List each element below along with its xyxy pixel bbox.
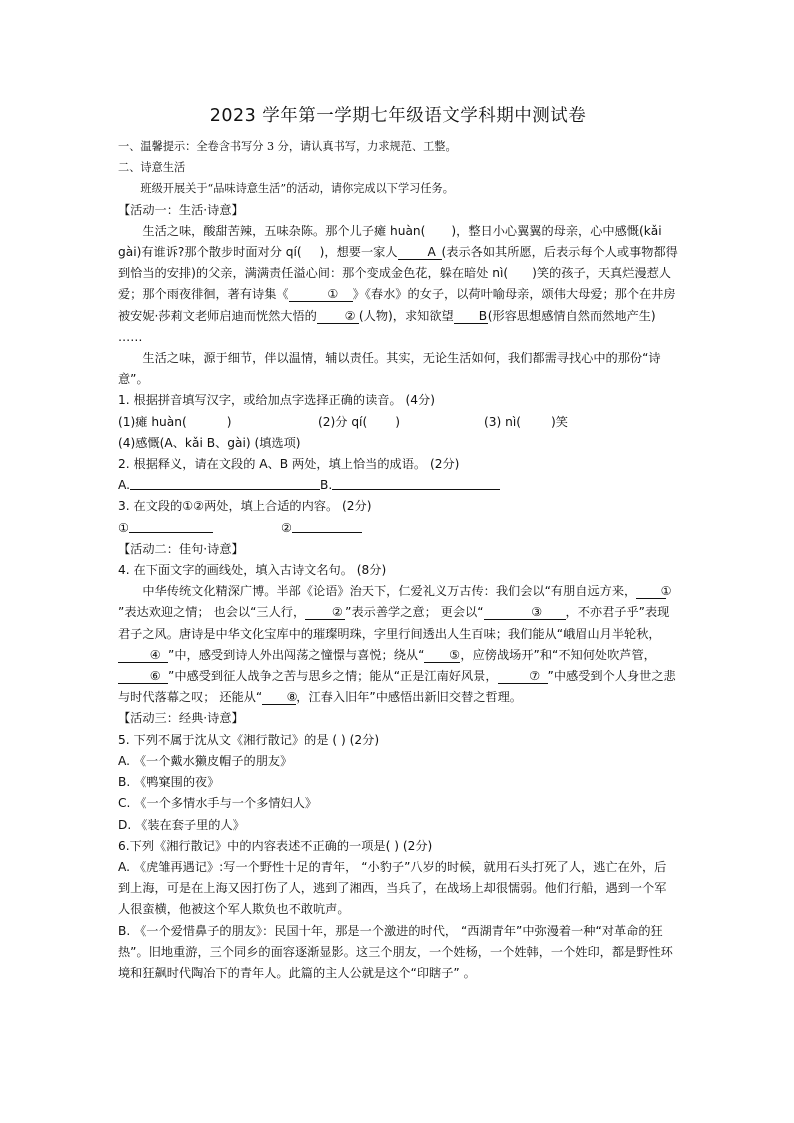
question-1-items: (1)瘫 huàn( ) (2)分 qí( ) (3) nì( )笑 bbox=[118, 414, 568, 429]
question-4-stem: 4. 在下面文字的画线处，填入古诗文名句。 (8分) bbox=[118, 563, 387, 578]
activity-heading: 【活动二：佳句·诗意】 bbox=[118, 541, 244, 556]
blank-1[interactable]: ① bbox=[289, 287, 353, 302]
question-6-option-a[interactable]: A. 《虎雏再遇记》:写一个野性十足的青年， “小豹子”八岁的时候，就用石头打死了人，逃亡在外，后到上海，可是在上海又因打伤了人，逃到了湘西，当兵了，在战场上却很懦弱。他们行船，遇到一个军人很蛮横，他被这个军人欺负也不敢吭声。 bbox=[118, 859, 667, 917]
blank-b[interactable]: B bbox=[454, 309, 488, 324]
activity-heading: 【活动一：生活·诗意】 bbox=[118, 202, 244, 217]
activity2-passage: 中华传统文化精深广博。半部《论语》治天下，仁爱礼义万古传：我们会以“有朋自远方来， ①”表达欢迎之情； 也会以“三人行， ② ”表示善学之意； 更会以“ ③ ，不亦君子乎”表现君子之风。唐诗是中华文化宝库中的璀璨明珠，字里行间透出人生百味；我们能从“峨眉山月半轮秋，④ ”中，感受到诗人外出闯荡之憧憬与喜悦；绕从“ ⑤，应傍战场开”和“不知何处吹芦管，⑥ ”中感受到征人战争之苦与思乡之情；能从“正是江南好风景， ⑦ ”中感受到个人身世之悲与时代落幕之叹； 还能从“ ⑧，江春入旧年”中感悟出新旧交替之哲理。 bbox=[118, 584, 676, 705]
blank-4-4[interactable]: ④ bbox=[118, 648, 168, 663]
question-5-option-b[interactable]: B. 《鸭窠围的夜》 bbox=[118, 775, 220, 790]
blank-4-2[interactable]: ② bbox=[305, 605, 345, 620]
question-2-stem: 2. 根据释义，请在文段的 A、B 两处，填上恰当的成语。 (2分) bbox=[118, 457, 460, 472]
activity1-passage: 生活之味，酸甜苦辣，五味杂陈。那个儿子瘫 huàn( )，整日小心翼翼的母亲，心中感慨(kǎi gài)有谁诉?那个散步时面对分 qí( )，想要一家人 A (表示各如其所愿，后表示每个人或事物都得到恰当的安排)的父亲，满满责任溢心间：那个变成金色花，躲在暗处 nì( )笑的孩子，天真烂漫惹人爱；那个雨夜徘徊，著有诗集《 ① 》《春水》的女子，以荷叶喻母亲，颂伟大母爱；那个在井房被安妮·莎莉文老师启迪而恍然大悟的 ② (人物)，求知欲望 B(形容思想感情自然而然地产生) …… bbox=[118, 223, 678, 344]
question-5-option-d[interactable]: D. 《装在套子里的人》 bbox=[118, 817, 245, 832]
blank-a[interactable]: A bbox=[398, 245, 442, 260]
section-heading: 二、诗意生活 bbox=[118, 161, 186, 175]
question-3-stem: 3. 在文段的①②两处，填上合适的内容。 (2分) bbox=[118, 499, 372, 514]
question-6-option-b[interactable]: B. 《一个爱惜鼻子的朋友》：民国十年，那是一个激进的时代， “西湖青年”中弥漫着一种“对革命的狂热”。旧地重游，三个同乡的面容逐渐显影。这三个朋友，一个姓杨，一个姓韩，一个姓印，都是野性环境和狂飙时代陶冶下的青年人。此篇的主人公就是这个“印瞎子” 。 bbox=[118, 923, 673, 980]
question-5-option-c[interactable]: C. 《一个多情水手与一个多情妇人》 bbox=[118, 796, 318, 811]
question-5-stem: 5. 下列不属于沈从文《湘行散记》的是 ( ) (2分) bbox=[118, 732, 380, 747]
answer-line-a[interactable] bbox=[130, 475, 320, 490]
question-6-stem: 6.下列《湘行散记》中的内容表述不正确的一项是( ) (2分) bbox=[118, 838, 433, 853]
tips-line: 一、温馨提示：全卷含书写分 3 分，请认真书写，力求规范、工整。 bbox=[118, 140, 457, 153]
question-1-stem: 1. 根据拼音填写汉字，或给加点字选择正确的读音。 (4分) bbox=[118, 393, 435, 408]
exam-page bbox=[118, 100, 678, 984]
answer-line-2[interactable] bbox=[292, 518, 362, 533]
page-title: 2023 学年第一学期七年级语文学科期中测试卷 bbox=[209, 106, 587, 126]
section-intro: 班级开展关于“品味诗意生活”的活动，请你完成以下学习任务。 bbox=[140, 182, 454, 196]
blank-4-5[interactable]: ⑤ bbox=[424, 648, 460, 663]
answer-line-1[interactable] bbox=[129, 518, 213, 533]
blank-4-3[interactable]: ③ bbox=[484, 605, 566, 620]
question-1-item-4: (4)感慨(A、kǎi B、gài) (填选项) bbox=[118, 435, 301, 450]
question-3-answers: ① ② bbox=[118, 518, 678, 539]
blank-4-8[interactable]: ⑧ bbox=[262, 690, 296, 705]
blank-4-1[interactable]: ① bbox=[636, 584, 666, 599]
activity1-passage-2: 生活之味，源于细节，伴以温情，辅以责任。其实，无论生活如何，我们都需寻找心中的那份“诗意”。 bbox=[118, 351, 661, 387]
question-5-option-a[interactable]: A. 《一个戴水獭皮帽子的朋友》 bbox=[118, 753, 293, 768]
blank-2[interactable]: ② bbox=[317, 309, 359, 324]
activity-heading: 【活动三：经典·诗意】 bbox=[118, 711, 244, 726]
blank-4-7[interactable]: ⑦ bbox=[498, 669, 548, 684]
question-2-answers: A. B. bbox=[118, 475, 678, 496]
blank-4-6[interactable]: ⑥ bbox=[118, 669, 168, 684]
answer-line-b[interactable] bbox=[332, 475, 500, 490]
